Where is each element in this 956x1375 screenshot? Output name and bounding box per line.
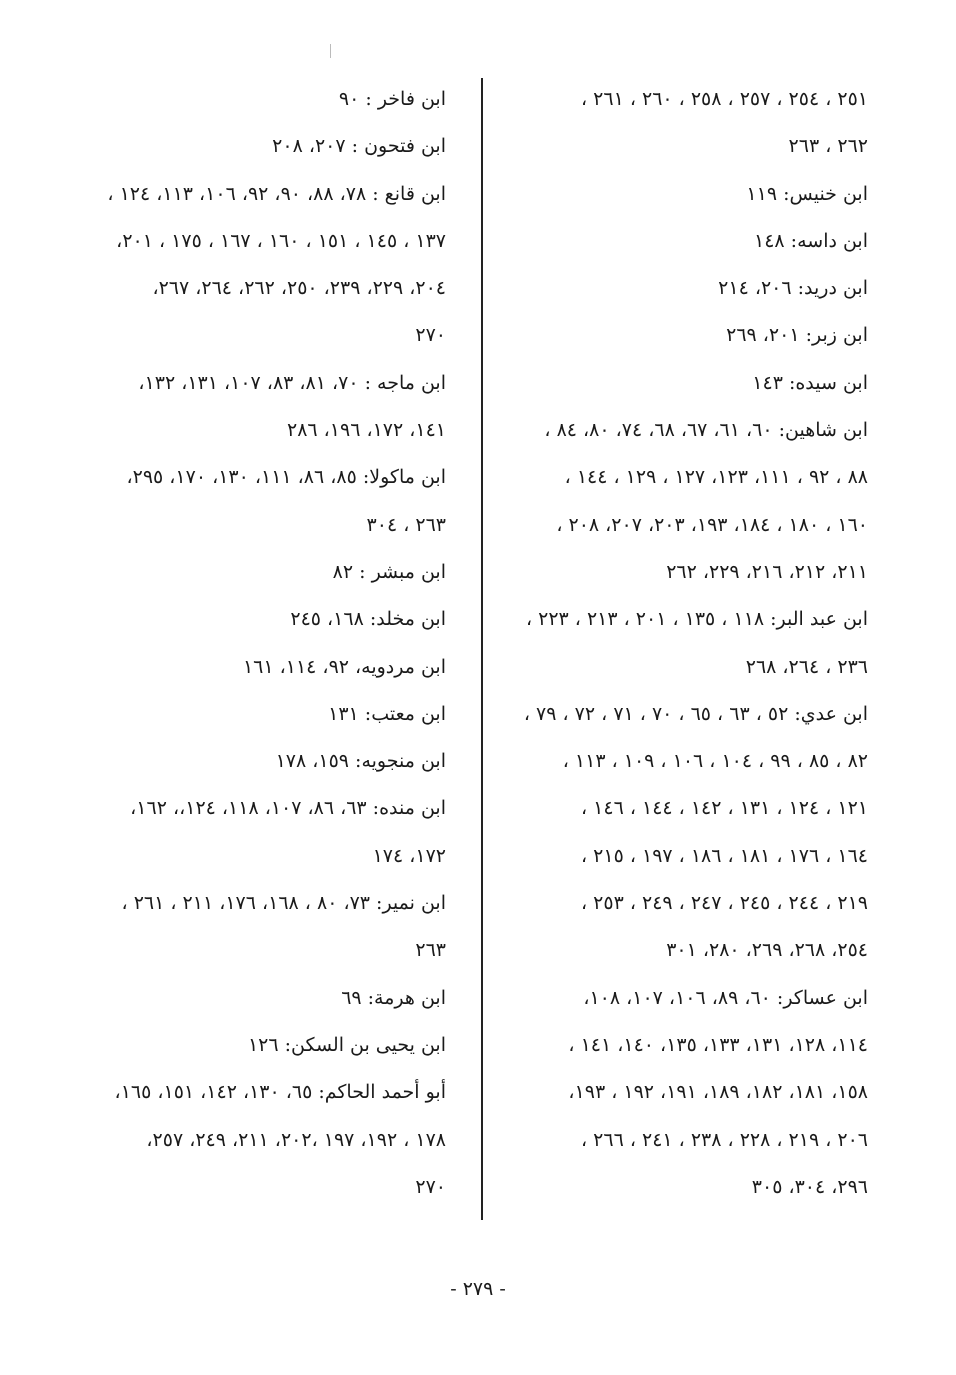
index-entry-line: ابن منده: ٦٣، ٨٦، ١٠٧، ١١٨، ١٢٤،، ١٦٢، [130,797,446,820]
index-entry-line: ابن زبر: ٢٠١، ٢٦٩ [726,324,868,347]
index-entry-line: ١٧٢، ١٧٤ [372,844,446,867]
index-entry-line: ٢٠٤، ٢٢٩، ٢٣٩، ٢٥٠، ٢٦٢، ٢٦٤، ٢٦٧، [152,277,446,300]
index-entry-line: ٢١١، ٢١٢، ٢١٦، ٢٢٩، ٢٦٢ [666,560,868,583]
index-entry-line: ٢٠٦ ، ٢١٩ ، ٢٢٨ ، ٢٣٨ ، ٢٤١ ، ٢٦٦ ، [580,1128,868,1151]
column-divider [481,78,483,1220]
index-entry-line: ابن مردويه، ٩٢، ١١٤، ١٦١ [242,655,446,678]
index-entry-line: ١٧٨ ، ١٩٢، ١٩٧ ،٢٠٢، ٢١١، ٢٤٩، ٢٥٧، [146,1128,446,1151]
index-column-left [80,76,446,1211]
index-entry-line: ١٦٠ ، ١٨٠ ، ١٨٤، ١٩٣، ٢٠٣، ٢٠٧، ٢٠٨ ، [556,513,868,536]
index-entry-line: ابن خنيس: ١١٩ [746,182,868,205]
index-entry-line: ٢١٩ ، ٢٤٤ ، ٢٤٥ ، ٢٤٧ ، ٢٤٩ ، ٢٥٣ ، [580,892,868,915]
index-entry-line: ٢٥٤، ٢٦٨، ٢٦٩، ٢٨٠، ٣٠١ [666,939,868,962]
index-entry-line: ابن فتحون : ٢٠٧، ٢٠٨ [272,135,446,158]
index-entry-line: ابن هرمة: ٦٩ [341,986,446,1009]
index-entry-line: ٢٥١ ، ٢٥٤ ، ٢٥٧ ، ٢٥٨ ، ٢٦٠ ، ٢٦١ ، [580,88,868,110]
index-entry-line: ابن يحيى بن السكن: ١٢٦ [247,1033,446,1056]
index-entry-line: ابن دريد: ٢٠٦، ٢١٤ [718,277,868,300]
index-entry-line: ابن داسه: ١٤٨ [754,229,868,252]
index-entry-line: ابن منجويه: ١٥٩، ١٧٨ [275,750,446,773]
index-entry-line: ١٤١، ١٧٢، ١٩٦، ٢٨٦ [286,419,446,442]
index-entry-line: ٢٩٦، ٣٠٤، ٣٠٥ [751,1175,868,1198]
index-entry-line: ٢٦٢ ، ٢٦٣ [788,135,868,158]
index-entry-line: ابن عدي: ٥٢ ، ٦٣ ، ٦٥ ، ٧٠ ، ٧١ ، ٧٢ ، ٧٩ ، [523,702,868,725]
index-entry-line: ٨٢ ، ٨٥ ، ٩٩ ، ١٠٤ ، ١٠٦ ، ١٠٩ ، ١١٣ ، [562,750,868,773]
index-entry-line: ابن فاخر : ٩٠ [338,88,446,110]
index-entry-line: ابن ماجه : ٧٠، ٨١، ٨٣، ١٠٧، ١٣١، ١٣٢، [138,371,446,394]
index-entry-line: ١٦٤ ، ١٧٦ ، ١٨١ ، ١٨٦ ، ١٩٧ ، ٢١٥ ، [580,844,868,867]
index-entry-line: ١٣٧ ، ١٤٥ ، ١٥١ ، ١٦٠ ، ١٦٧ ، ١٧٥ ، ٢٠١، [116,229,446,252]
page-number: - ٢٧٩ - [450,1278,506,1300]
index-entry-line: ٢٧٠ [415,324,446,347]
index-entry-line: أبو أحمد الحاكم: ٦٥، ١٣٠، ١٤٢، ١٥١، ١٦٥، [114,1081,446,1104]
index-entry-line: ٢٧٠ [415,1175,446,1198]
index-entry-line: ٨٨ ، ٩٢ ، ١١١، ١٢٣، ١٢٧ ، ١٢٩ ، ١٤٤ ، [564,466,868,489]
index-entry-line: ابن مخلد: ١٦٨، ٢٤٥ [290,608,446,631]
index-entry-line: ابن شاهين: ٦٠، ٦١، ٦٧، ٦٨، ٧٤، ٨٠، ٨٤ ، [544,419,868,442]
index-entry-line: ابن نمير: ٧٣، ٨٠ ، ١٦٨، ١٧٦، ٢١١ ، ٢٦١ ، [121,892,446,915]
index-entry-line: ٢٦٣ ، ٣٠٤ [366,513,446,536]
index-entry-line: ابن معتب: ١٣١ [328,702,446,725]
index-entry-line: ٢٣٦ ، ٢٦٤، ٢٦٨ [745,655,868,678]
index-entry-line: ابن مبشر : ٨٢ [332,560,446,583]
index-entry-line: ١٥٨، ١٨١، ١٨٢، ١٨٩، ١٩١، ١٩٢ ، ١٩٣، [568,1081,868,1104]
index-entry-line: ١٢١ ، ١٢٤ ، ١٣١ ، ١٤٢ ، ١٤٤ ، ١٤٦ ، [580,797,868,820]
index-entry-line: ١١٤، ١٢٨، ١٣١، ١٣٣، ١٣٥، ١٤٠، ١٤١ ، [568,1033,868,1056]
index-entry-line: ابن سيده: ١٤٣ [752,371,868,394]
index-entry-line: ابن عبد البر: ١١٨ ، ١٣٥ ، ٢٠١ ، ٢١٣ ، ٢٢٣ ، [525,608,868,631]
index-column-right [518,76,868,1211]
index-entry-line: ابن قانع : ٧٨، ٨٨، ٩٠، ٩٢، ١٠٦، ١١٣، ١٢٤ ، [107,182,446,205]
index-entry-line: ابن ماكولا: ٨٥، ٨٦، ١١١، ١٣٠، ١٧٠، ٢٩٥، [126,466,446,489]
top-margin-mark [330,44,331,58]
index-entry-line: ابن عساكر: ٦٠، ٨٩، ١٠٦، ١٠٧، ١٠٨، [583,986,868,1009]
index-entry-line: ٢٦٣ [415,939,446,962]
